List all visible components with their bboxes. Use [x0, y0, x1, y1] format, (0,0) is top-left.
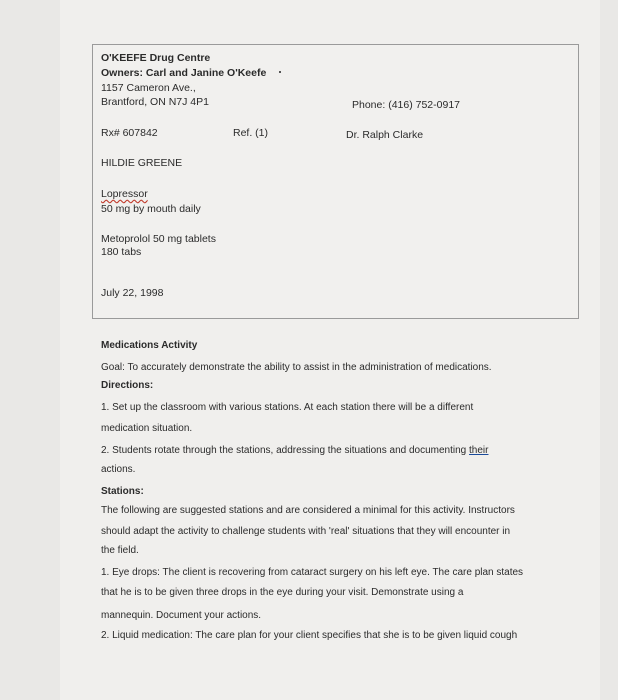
station-2-line-1: 2. Liquid medication: The care plan for your client specifies that she is to be given liquid cough	[101, 630, 518, 641]
pharmacy-owners: Owners: Carl and Janine O'Keefe	[101, 67, 267, 79]
stray-mark	[279, 71, 281, 73]
direction-2-line-2: actions.	[101, 464, 136, 475]
drug-generic-name: Metoprolol 50 mg tablets	[101, 233, 216, 245]
quantity: 180 tabs	[101, 246, 142, 258]
drug-brand-name: Lopressor	[101, 188, 148, 200]
direction-2-underlined-word: their	[469, 445, 489, 456]
stations-heading: Stations:	[101, 486, 144, 497]
station-1-line-3: mannequin. Document your actions.	[101, 610, 262, 621]
dosage-instructions: 50 mg by mouth daily	[101, 203, 201, 215]
pharmacy-name: O'KEEFE Drug Centre	[101, 52, 211, 64]
direction-2-line-1	[101, 445, 488, 457]
address-line-1: 1157 Cameron Ave.,	[101, 82, 196, 94]
address-line-2: Brantford, ON N7J 4P1	[101, 96, 209, 108]
doctor-name: Dr. Ralph Clarke	[346, 129, 424, 141]
directions-heading: Directions:	[101, 380, 154, 391]
direction-1-line-1: 1. Set up the classroom with various stations. At each station there will be a different	[101, 402, 474, 413]
station-1-line-1: 1. Eye drops: The client is recovering from cataract surgery on his left eye. The care plan states	[101, 567, 524, 578]
rx-number: Rx# 607842	[101, 127, 158, 139]
stations-intro-line-2: should adapt the activity to challenge students with 'real' situations that they will encounter in	[101, 526, 511, 537]
direction-1-line-2: medication situation.	[101, 423, 193, 434]
stations-intro-line-1: The following are suggested stations and are considered a minimal for this activity. Instructors	[101, 505, 515, 516]
stations-intro-line-3: the field.	[101, 545, 139, 556]
refill-count: Ref. (1)	[233, 127, 269, 139]
patient-name: HILDIE GREENE	[101, 157, 183, 169]
pharmacy-phone: Phone: (416) 752-0917	[352, 99, 460, 111]
direction-2-text: 2. Students rotate through the stations, addressing the situations and documenting	[101, 445, 470, 456]
station-1-line-2: that he is to be given three drops in the eye during your visit. Demonstrate using a	[101, 587, 464, 598]
prescription-date: July 22, 1998	[101, 287, 164, 299]
activity-title: Medications Activity	[101, 340, 198, 351]
activity-goal: Goal: To accurately demonstrate the ability to assist in the administration of medications.	[101, 362, 492, 373]
